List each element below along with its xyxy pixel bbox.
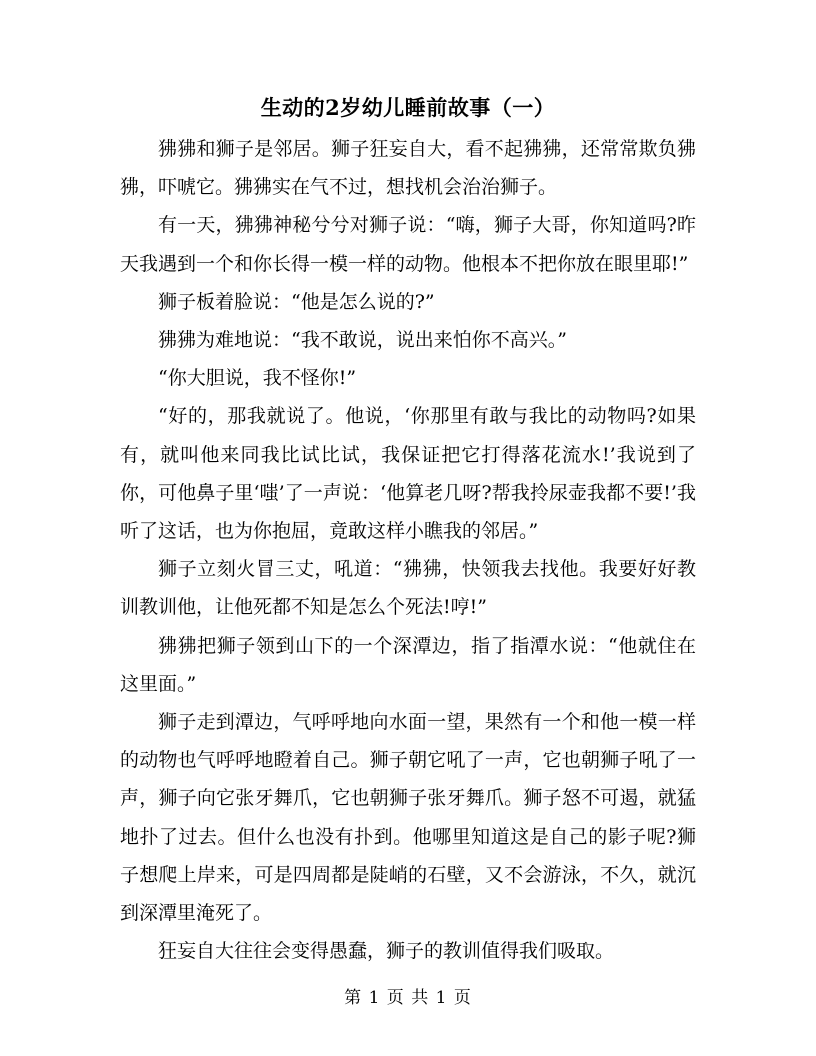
paragraph-9: 狮子走到潭边，气呼呼地向水面一望，果然有一个和他一模一样的动物也气呼呼地瞪着自己。狮子朝它吼了一声，它也朝狮子吼了一声，狮子向它张牙舞爪，它也朝狮子张牙舞爪。狮子怒不可遏，就猛地扑了过去。但什么也没有扑到。他哪里知道这是自己的影子呢?狮子想爬上岸来，可是四周都是陡峭的石壁，又不会游泳，不久，就沉到深潭里淹死了。 (120, 711, 696, 925)
paragraph-5: “你大胆说，我不怪你!” (158, 367, 357, 390)
document-body (120, 130, 696, 970)
document-title: 生动的2岁幼儿睡前故事（一） (260, 95, 556, 120)
paragraph-4: 狒狒为难地说：“我不敢说，说出来怕你不高兴。” (158, 329, 567, 352)
paragraph-7: 狮子立刻火冒三丈，吼道：“狒狒，快领我去找他。我要好好教训教训他，让他死都不知是怎么个死法!哼!” (120, 558, 696, 619)
paragraph-6: “好的，那我就说了。他说，‘你那里有敢与我比的动物吗?如果有，就叫他来同我比试比试，我保证把它打得落花流水!’我说到了你，可他鼻子里‘嗤’了一声说：‘他算老几呀?帮我拎尿壶我都不要!’我听了这话，也为你抱屈，竟敢这样小瞧我的邻居。” (120, 405, 696, 543)
paragraph-1: 狒狒和狮子是邻居。狮子狂妄自大，看不起狒狒，还常常欺负狒狒，吓唬它。狒狒实在气不过，想找机会治治狮子。 (120, 138, 696, 199)
paragraph-10: 狂妄自大往往会变得愚蠢，狮子的教训值得我们吸取。 (158, 940, 615, 963)
paragraph-3: 狮子板着脸说：“他是怎么说的?” (158, 290, 435, 313)
page-number-footer: 第 1 页 共 1 页 (344, 988, 472, 1008)
paragraph-8: 狒狒把狮子领到山下的一个深潭边，指了指潭水说：“他就住在这里面。” (120, 634, 696, 695)
paragraph-2: 有一天，狒狒神秘兮兮对狮子说：“嗨，狮子大哥，你知道吗?昨天我遇到一个和你长得一模一样的动物。他根本不把你放在眼里耶!” (120, 214, 696, 275)
